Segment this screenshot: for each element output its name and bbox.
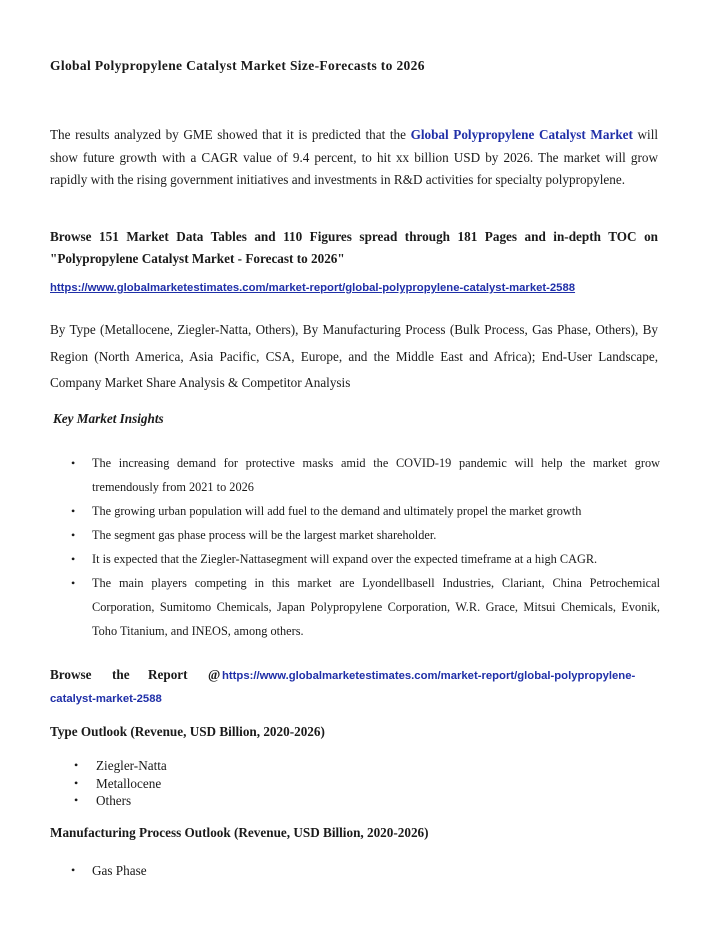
intro-paragraph bbox=[50, 124, 658, 192]
list-item-text: The segment gas phase process will be the largest market shareholder. bbox=[92, 528, 437, 542]
list-item bbox=[50, 757, 167, 775]
browse-word: the bbox=[112, 667, 130, 682]
list-item-text: Others bbox=[96, 793, 132, 808]
list-item bbox=[50, 523, 660, 547]
list-item bbox=[50, 775, 167, 793]
intro-text-before: The results analyzed by GME showed that it is predicted that the bbox=[50, 127, 411, 142]
type-outlook-list bbox=[50, 757, 167, 810]
bullet-icon: • bbox=[71, 504, 76, 518]
type-outlook-heading: Type Outlook (Revenue, USD Billion, 2020-2026) bbox=[50, 724, 325, 739]
bullet-icon: • bbox=[74, 793, 79, 807]
browse-report-link-part1: https://www.globalmarketestimates.com/market-report/global-polypropylene- bbox=[222, 670, 636, 682]
insights-list bbox=[50, 451, 660, 643]
at-symbol: @ bbox=[208, 667, 221, 682]
bullet-icon: • bbox=[74, 758, 79, 772]
bullet-icon: • bbox=[71, 863, 76, 877]
list-item-text: Gas Phase bbox=[92, 863, 147, 878]
list-item bbox=[50, 451, 660, 499]
list-item bbox=[50, 862, 147, 880]
process-outlook-heading: Manufacturing Process Outlook (Revenue, USD Billion, 2020-2026) bbox=[50, 825, 429, 840]
list-item-text: Ziegler-Natta bbox=[96, 758, 167, 773]
segmentation-paragraph: By Type (Metallocene, Ziegler-Natta, Others), By Manufacturing Process (Bulk Process, Gas Phase, Others), By Region (North America, Asia Pacific, CSA, Europe, and the Middle East and Africa); End-User Landscape, Company Market Share Analysis & Competitor Analysis bbox=[50, 322, 658, 390]
browse-word: Browse bbox=[50, 667, 92, 682]
list-item-text: The growing urban population will add fuel to the demand and ultimately propel the market growth bbox=[92, 504, 582, 518]
list-item-text: The main players competing in this market are Lyondellbasell Industries, Clariant, China Petrochemical Corporation, Sumitomo Chemicals, Japan Polypropylene Corporation, W.R. Grace, Mitsui Chemicals, Evonik, Toho Titanium, and INEOS, among others. bbox=[92, 576, 660, 638]
list-item-text: The increasing demand for protective masks amid the COVID-19 pandemic will help the market grow tremendously from 2021 to 2026 bbox=[92, 456, 660, 494]
bullet-icon: • bbox=[71, 552, 76, 566]
process-outlook-list bbox=[50, 862, 147, 880]
browse-report-line bbox=[50, 664, 660, 710]
insights-heading: Key Market Insights bbox=[53, 411, 164, 426]
list-item bbox=[50, 547, 660, 571]
list-item-text: It is expected that the Ziegler-Nattasegment will expand over the expected timeframe at a high CAGR. bbox=[92, 552, 598, 566]
list-item bbox=[50, 571, 660, 643]
browse-word: Report bbox=[148, 667, 188, 682]
intro-text-after: will show future growth with a CAGR value of 9.4 percent, to hit xx billion USD by 2026. The market will grow rapidly with the rising government initiatives and investments in R&D activities for specialty polypropylene. bbox=[50, 127, 659, 187]
bullet-icon: • bbox=[71, 528, 76, 542]
list-item bbox=[50, 499, 660, 523]
list-item bbox=[50, 792, 167, 810]
document-title: Global Polypropylene Catalyst Market Size-Forecasts to 2026 bbox=[50, 58, 425, 73]
bullet-icon: • bbox=[71, 456, 76, 470]
bullet-icon: • bbox=[71, 576, 76, 590]
list-item-text: Metallocene bbox=[96, 775, 162, 791]
intro-highlight: Global Polypropylene Catalyst Market bbox=[410, 127, 633, 142]
browse-report-link-part2: catalyst-market-2588 bbox=[50, 693, 162, 705]
report-link[interactable]: https://www.globalmarketestimates.com/market-report/global-polypropylene-catalyst-market-2588 bbox=[50, 282, 576, 294]
browse-tables-paragraph: Browse 151 Market Data Tables and 110 Figures spread through 181 Pages and in-depth TOC on "Polypropylene Catalyst Market - Forecast to 2026" bbox=[50, 229, 658, 266]
bullet-icon: • bbox=[74, 775, 79, 790]
